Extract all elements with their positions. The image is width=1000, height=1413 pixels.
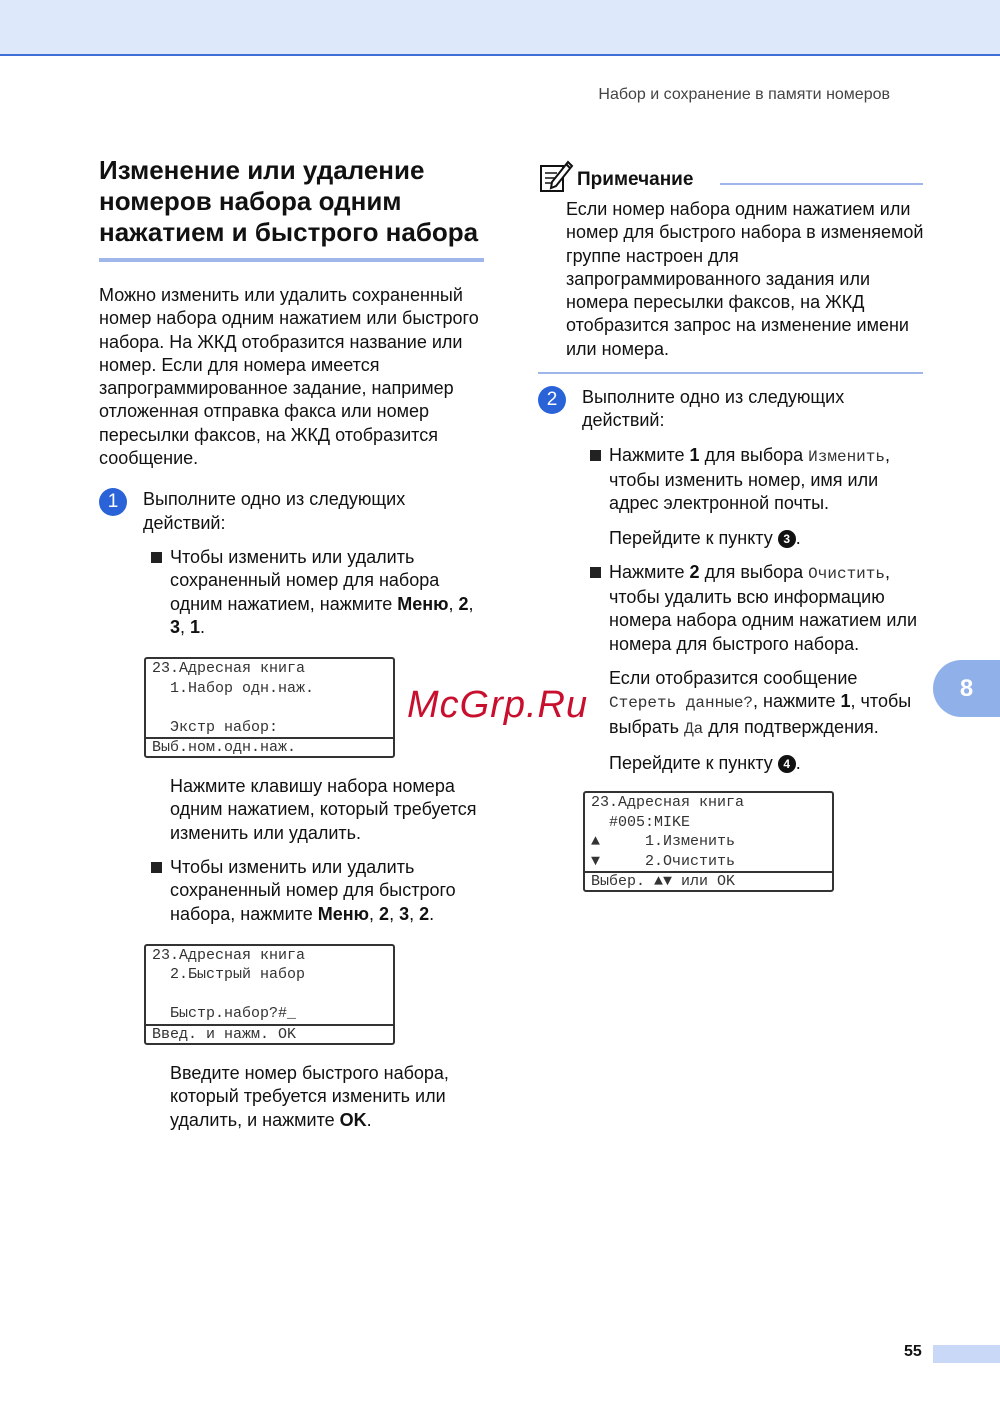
msg-text: для подтверждения. [703,716,879,737]
running-title: Набор и сохранение в памяти номеров [598,86,890,103]
step-ref-4: 4 [778,755,796,773]
intro-paragraph: Можно изменить или удалить сохраненный номер набора одним нажатием или быстрого набора. На ЖКД отобразится название или номер. Если для номера имеется запрограммированное задание, например отложенная отправка факса или номер пересылки факсов, на ЖКД отобразится сообщение. [99,285,479,469]
key-digit: 2 [379,903,390,924]
lcd-line: 23.Адресная книга [152,946,306,964]
speed-dial-instruction: Введите номер быстрого набора, который требуется изменить или удалить, и нажмите OK. [170,1062,449,1130]
bullet-text: Чтобы изменить или удалить сохраненный номер для набора одним нажатием, нажмите [170,546,440,614]
lcd-status-line: Введ. и нажм. OK [146,1024,393,1043]
chapter-tab: 8 [933,660,1000,717]
step-1 [99,488,487,535]
note-text: Если номер набора одним нажатием или номер для быстрого набора в изменяемой группе настроен для запрограммированного задания или номера пересылки факсов, на ЖКД отобразится запрос на изменение имени или номера. [566,199,924,359]
bullet-text: Нажмите [609,444,690,465]
step-1-text: Выполните одно из следующих действий: [143,489,406,533]
step-number-1: 1 [99,488,127,516]
key-menu: Меню [397,593,449,614]
goto-step-3: Перейдите к пункту 3 . [609,527,801,548]
bullet-text: для выбора [699,561,809,582]
top-header-band [0,0,1000,56]
bullet-edit [538,444,928,516]
instruction-text: Введите номер быстрого набора, который требуется изменить или удалить, и нажмите [170,1062,449,1130]
step-2-text: Выполните одно из следующих действий: [582,387,845,431]
goto-text: Перейдите к пункту [609,527,778,548]
bullet-clear [538,561,928,656]
lcd-option-text: Изменить [808,447,885,466]
bullet-one-touch: Чтобы изменить или удалить сохраненный номер для набора одним нажатием, нажмите Меню, 2, 3, 1. [99,546,487,639]
bullet-text: для выбора [699,444,809,465]
page-number-bar [933,1345,1000,1363]
lcd-option-text: Стереть данные? [609,694,754,713]
lcd-display-edit-clear [583,791,834,892]
lcd-line: 2.Быстрый набор [152,966,306,984]
key-digit: 3 [170,616,181,637]
msg-text: , нажмите [753,691,841,712]
lcd-line: ▲ 1.Изменить [591,833,736,851]
lcd-option-text: Да [684,719,704,738]
lcd-line: 23.Адресная книга [152,660,306,678]
confirm-message [538,667,928,741]
key-digit: 1 [689,444,700,465]
msg-text: , чтобы выбрать [609,691,912,737]
key-ok: OK [339,1109,367,1130]
bullet-square-icon [590,450,601,461]
page-number: 55 [904,1343,922,1360]
lcd-display-one-touch [144,657,395,758]
bullet-square-icon [151,862,162,873]
key-menu: Меню [317,903,370,924]
bullet-speed-dial: Чтобы изменить или удалить сохраненный номер для быстрого набора, нажмите Меню, 2, 3, 2. [99,856,487,926]
bullet-square-icon [590,567,601,578]
note-title: Примечание [577,169,694,190]
key-digit: 2 [689,561,700,582]
key-digit: 3 [399,903,410,924]
lcd-line [146,698,393,718]
goto-text: Перейдите к пункту [609,752,778,773]
lcd-display-speed-dial [144,944,395,1045]
lcd-line: #005:MIKE [591,813,691,831]
lcd-option-text: Очистить [808,564,885,583]
lcd-line: 1.Набор одн.наж. [152,679,315,697]
watermark: McGrp.Ru [407,684,589,726]
step-number-2: 2 [538,386,566,414]
step-ref-3: 3 [778,530,796,548]
key-digit: 2 [419,903,430,924]
lcd-line [146,985,393,1005]
left-column [99,155,487,1132]
lcd-line: ▼ 2.Очистить [591,852,736,870]
lcd-line: Быстр.набор?#_ [152,1005,297,1023]
msg-text: Если отобразится сообщение [609,668,858,689]
right-column [538,158,928,892]
lcd-status-line: Выб.ном.одн.наж. [146,737,393,756]
title-rule [99,258,484,262]
bullet-text: Чтобы изменить или удалить сохраненный номер для быстрого набора, нажмите [170,857,456,924]
note-pencil-icon [538,158,574,194]
lcd-status-line: Выбер. ▲▼ или OK [585,871,832,890]
note-bottom-rule [538,372,923,374]
lcd-line: Экстр набор: [152,718,279,736]
bullet-text: Нажмите [609,561,690,582]
key-digit: 1 [840,691,851,712]
key-digit: 1 [190,616,201,637]
goto-step-4: Перейдите к пункту 4 . [609,752,801,773]
key-digit: 2 [458,593,469,614]
bullet-text: , чтобы изменить номер, имя или адрес электронной почты. [609,444,890,514]
bullet-square-icon [151,552,162,563]
bullet-text: , чтобы удалить всю информацию номера набора одним нажатием или номера для быстрого набора. [609,561,918,654]
step-2 [538,386,928,433]
one-touch-instruction: Нажмите клавишу набора номера одним нажатием, который требуется изменить или удалить. [170,776,477,843]
note-title-rule [720,183,923,185]
section-title: Изменение или удаление номеров набора одним нажатием и быстрого набора [99,155,479,247]
lcd-line: 23.Адресная книга [591,794,745,812]
note-header [538,158,928,192]
